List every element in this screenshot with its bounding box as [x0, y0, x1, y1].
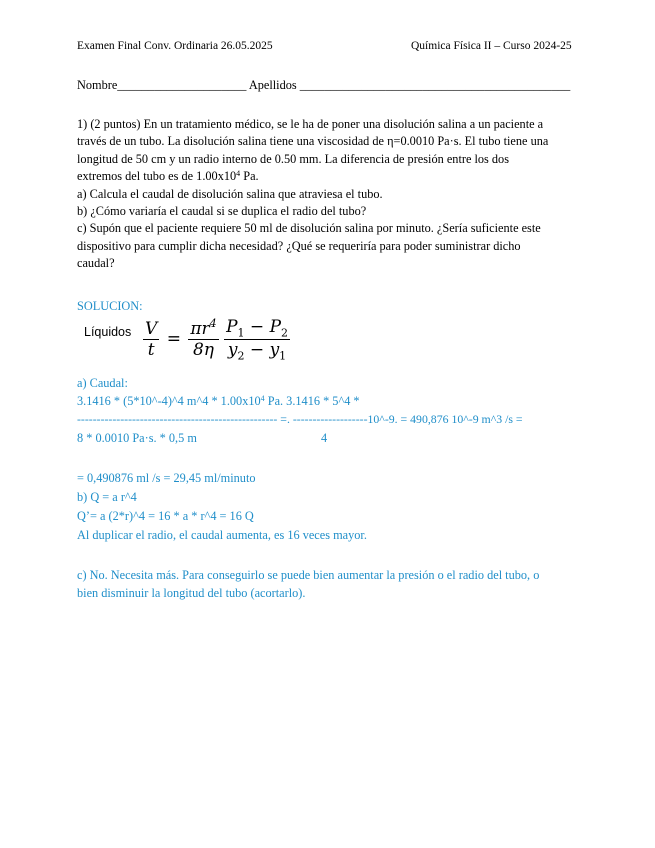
solution-a-label: a) Caudal: — [77, 376, 128, 390]
question-line: través de un tubo. La disolución salina tiene una viscosidad de η=0.0010 Pa·s. El tubo tiene una — [77, 134, 549, 149]
fraction-1 — [188, 319, 218, 360]
exam-header-left: Examen Final Conv. Ordinaria 26.05.2025 — [77, 40, 273, 52]
equals-sign: = — [166, 329, 181, 350]
solution-text: 3.1416 * (5*10^-4)^4 m^4 * 1.00x10 — [77, 394, 261, 408]
subscript: 2 — [281, 326, 289, 340]
minus-y: − y — [244, 340, 280, 361]
question-part-a: a) Calcula el caudal de disolución salina que atraviesa el tubo. — [77, 186, 383, 201]
nombre-blank: _____________________ — [117, 78, 247, 92]
solution-a-line: 8 * 0.0010 Pa·s. * 0,5 m — [77, 431, 197, 445]
question-line: 1) (2 puntos) En un tratamiento médico, se le ha de poner una disolución salina a un paciente a — [77, 117, 544, 131]
solution-b-line: b) Q = a r^4 — [77, 490, 137, 504]
question-line: longitud de 50 cm y un radio interno de 0.50 mm. La diferencia de presión entre los dos — [77, 151, 509, 166]
name-line — [77, 77, 570, 94]
solution-a-line: 4 — [321, 431, 328, 445]
fraction-1-denominator: 8η — [188, 339, 218, 360]
solution-text: Pa. 3.1416 * 5^4 * — [264, 394, 360, 408]
question-block — [77, 116, 548, 273]
lhs-numerator: V — [145, 319, 158, 340]
solution-title: SOLUCION: — [77, 299, 143, 313]
question-part-c: caudal? — [77, 256, 115, 271]
question-text: extremos del tubo es de 1.00x10 — [77, 169, 237, 184]
solution-c-line: bien disminuir la longitud del tubo (acortarlo). — [77, 586, 306, 600]
question-line — [77, 168, 548, 185]
fraction-2 — [224, 317, 290, 363]
solution-a-line: --------------------------------------------------- =. -------------------10^-9. = 490,876 10^-9 m^3 /s = — [77, 412, 523, 426]
pi-r: πr — [190, 319, 210, 340]
lhs-fraction — [143, 319, 159, 360]
exponent: 4 — [260, 394, 265, 403]
solution-b-line: Q’= a (2*r)^4 = 16 * a * r^4 = 16 Q — [77, 509, 254, 523]
question-part-c: c) Supón que el paciente requiere 50 ml de disolución salina por minuto. ¿Sería suficiente este — [77, 221, 541, 236]
fraction-1-numerator — [188, 319, 218, 339]
apellidos-label: Apellidos — [248, 78, 297, 92]
formula-label: Líquidos — [84, 325, 132, 339]
apellidos-blank: ____________________________________________ — [299, 78, 571, 92]
subscript: 1 — [279, 349, 287, 363]
exam-header-right: Química Física II – Curso 2024-25 — [411, 40, 572, 52]
lhs-denominator: t — [143, 339, 159, 360]
solution-a-result: = 0,490876 ml /s = 29,45 ml/minuto — [77, 471, 256, 485]
solution-c-line: c) No. Necesita más. Para conseguirlo se puede bien aumentar la presión o el radio del tubo, o — [77, 568, 540, 582]
nombre-label: Nombre — [77, 78, 118, 92]
minus-p: − P — [244, 317, 282, 337]
solution-a-line — [77, 392, 360, 410]
p-symbol: P — [226, 317, 238, 337]
question-part-c: dispositivo para cumplir dicha necesidad? ¿Qué se requeriría para poder suministrar dicho — [77, 238, 521, 253]
exponent: 4 — [209, 317, 217, 331]
poiseuille-formula — [143, 317, 290, 363]
fraction-2-numerator — [224, 317, 290, 339]
exponent: 4 — [236, 169, 241, 179]
y-symbol: y — [227, 340, 238, 361]
subscript: 2 — [237, 349, 245, 363]
subscript: 1 — [237, 326, 245, 340]
fraction-2-denominator — [224, 339, 290, 362]
solution-b-conclusion: Al duplicar el radio, el caudal aumenta, es 16 veces mayor. — [77, 528, 367, 542]
question-part-b: b) ¿Cómo variaría el caudal si se duplica el radio del tubo? — [77, 204, 367, 219]
question-text: Pa. — [240, 169, 259, 184]
